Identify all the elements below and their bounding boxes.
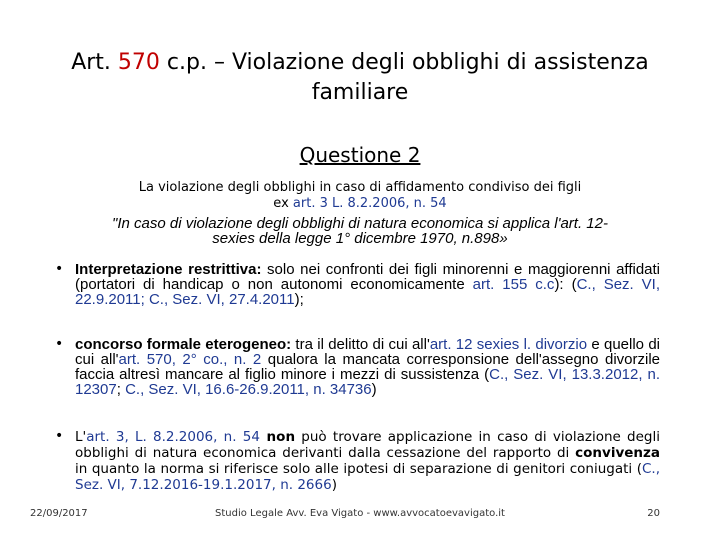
title-prefix: Art. <box>71 50 118 75</box>
law-reference: art. 12 sexies l. divorzio <box>429 336 588 353</box>
bullet-emphasis: convivenza <box>575 445 660 461</box>
bullet-text <box>75 337 660 397</box>
bullet-emphasis: non <box>259 429 296 445</box>
case-reference: C., Sez. VI, 7.12.2016-19.1.2017, n. 2666 <box>75 461 660 493</box>
bullet-marker: • <box>55 428 64 444</box>
bullet-formal-concurrence <box>55 337 660 397</box>
law-quote <box>50 216 670 246</box>
intro-law-reference: art. 3 L. 8.2.2006, n. 54 <box>292 196 447 211</box>
bullet-marker: • <box>55 261 64 277</box>
bullet-body: ) <box>331 477 337 493</box>
bullet-body: qualora la mancata corresponsione dell'assegno divorzile faccia altresì mancare al figlio minore i mezzi di sussistenza ( <box>75 351 660 383</box>
law-reference: art. 155 c.c <box>472 276 555 293</box>
bullet-body: in quanto la norma si riferisce solo alle ipotesi di separazione di genitori coniugati ( <box>75 461 642 477</box>
bullet-body: L' <box>75 429 87 445</box>
footer-firm: Studio Legale Avv. Eva Vigato - www.avvocatoevavigato.it <box>215 508 505 519</box>
bullet-body: tra il delitto di cui all' <box>291 336 430 353</box>
quote-line2: della legge 1° dicembre 1970, n.898» <box>254 230 508 247</box>
intro-prefix: ex <box>273 196 293 211</box>
case-reference: C., Sez. VI, 16.6-26.9.2011, n. 34736 <box>125 381 372 398</box>
page-number: 20 <box>647 508 660 519</box>
title-line2: familiare <box>311 80 409 105</box>
quote-emphasis: sexies <box>212 230 255 247</box>
quote-line1: "In caso di violazione degli obblighi di natura economica si applica l'art. 12- <box>112 215 608 232</box>
article-number: 570 <box>117 50 160 75</box>
footer-date: 22/09/2017 <box>30 508 88 519</box>
bullet-cohabitation <box>55 429 660 493</box>
intro-text <box>60 180 660 212</box>
bullet-marker: • <box>55 336 64 352</box>
bullet-text <box>75 262 660 307</box>
bullet-body: ; <box>116 381 126 398</box>
law-reference: art. 3, L. 8.2.2006, n. 54 <box>86 429 260 445</box>
intro-line1: La violazione degli obblighi in caso di affidamento condiviso dei figli <box>138 180 582 195</box>
bullet-heading: concorso formale eterogeneo: <box>75 336 292 353</box>
slide-subtitle: Questione 2 <box>299 143 421 167</box>
slide-title <box>40 48 680 108</box>
bullet-text <box>75 429 660 493</box>
bullet-body: ); <box>294 291 304 308</box>
law-reference: art. 570, 2° co., n. 2 <box>118 351 262 368</box>
bullet-body: solo nei confronti dei figli minorenni e maggiorenni affidati (portatori di handicap o non autonomi economicamente <box>75 261 661 293</box>
bullet-body: ) <box>371 381 377 398</box>
bullet-restrictive-interpretation <box>55 262 660 307</box>
title-rest: c.p. – Violazione degli obblighi di assistenza <box>159 50 649 75</box>
bullet-body: ): ( <box>554 276 577 293</box>
bullet-body: può trovare applicazione in caso di violazione degli obblighi di natura economica derivanti dalla cessazione del rapporto di <box>75 429 661 461</box>
case-reference: C., Sez. VI, 13.3.2012, n. 12307 <box>75 366 660 398</box>
bullet-body: e quello di cui all' <box>75 336 660 368</box>
case-reference: C., Sez. VI, 22.9.2011; C., Sez. VI, 27.4.2011 <box>75 276 661 308</box>
bullet-heading: Interpretazione restrittiva: <box>75 261 262 278</box>
